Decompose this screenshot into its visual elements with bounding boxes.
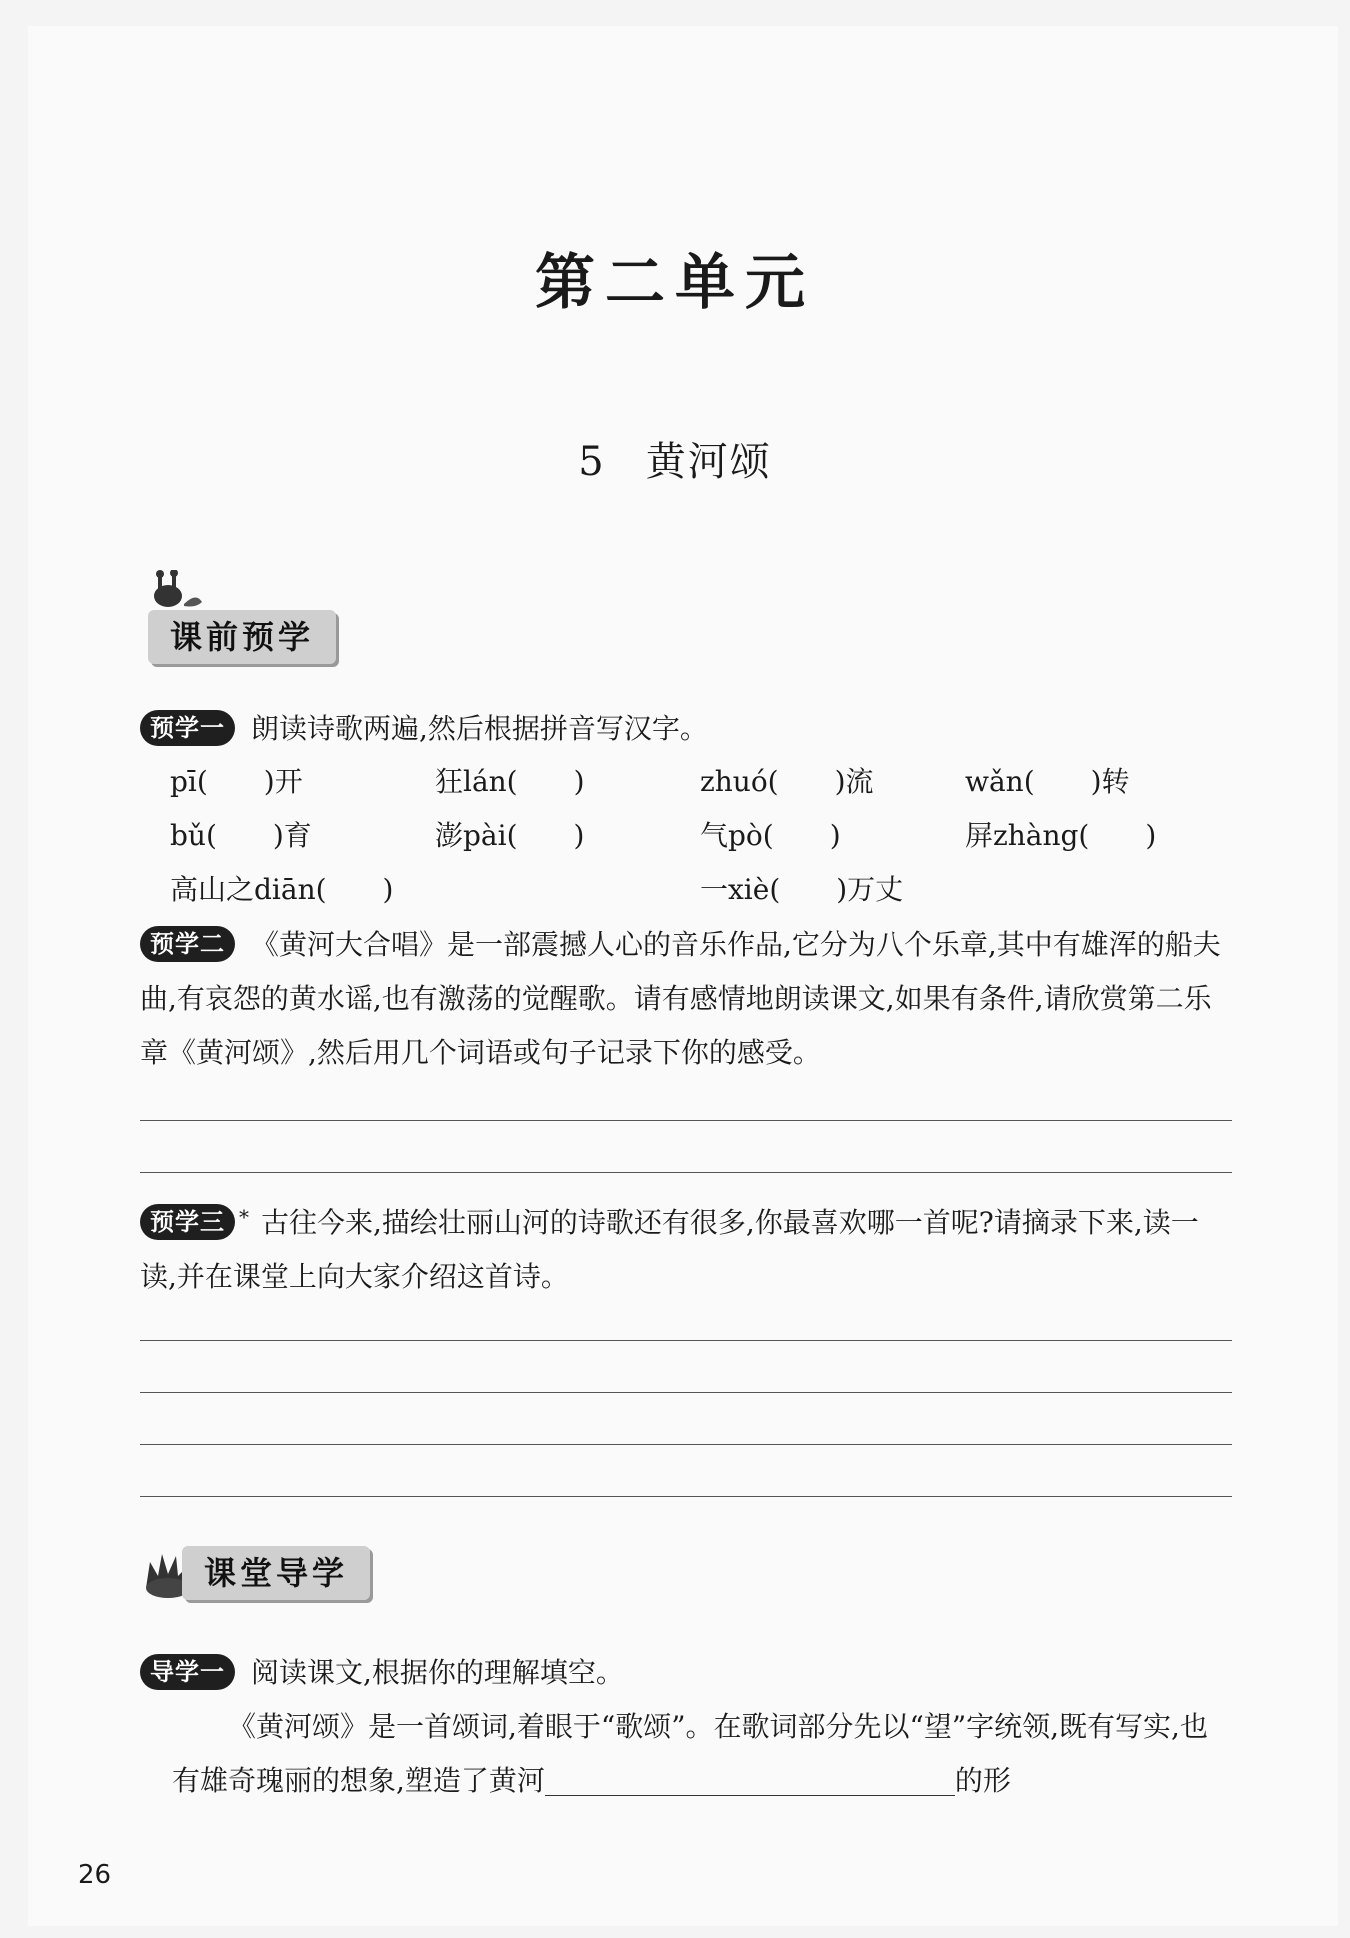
- pinyin-row-1: [170, 756, 1230, 808]
- pre-task-1-instruction: 朗读诗歌两遍,然后根据拼音写汉字。: [251, 712, 708, 745]
- section-banner-pre-study: 课前预学: [148, 610, 336, 664]
- badge-pre-1: 预学一: [140, 710, 235, 746]
- pinyin-item[interactable]: 屏zhàng( ): [965, 819, 1157, 852]
- answer-line[interactable]: [140, 1496, 1232, 1497]
- answer-line[interactable]: [140, 1172, 1232, 1173]
- guide-task-1-text: [172, 1700, 1232, 1808]
- pinyin-item[interactable]: 澎pài( ): [435, 819, 585, 852]
- pinyin-item[interactable]: bǔ( )育: [170, 819, 312, 852]
- guide-paragraph-a: 《黄河颂》是一首颂词,着眼于“歌颂”。在歌词部分先以“望”字统领,既有写实,也有雄奇瑰丽的想象,塑造了黄河: [172, 1710, 1208, 1797]
- pinyin-item[interactable]: wǎn( )转: [965, 765, 1130, 798]
- lesson-number: 5: [578, 439, 606, 485]
- badge-pre-2: 预学二: [140, 926, 235, 962]
- pinyin-item[interactable]: 气pò( ): [700, 819, 841, 852]
- guide-paragraph-b: 的形: [954, 1764, 1011, 1797]
- guide-task-1: [140, 1646, 1230, 1700]
- page-number: 26: [78, 1860, 112, 1890]
- pinyin-row-2: [170, 810, 1230, 862]
- pinyin-item[interactable]: zhuó( )流: [700, 765, 874, 798]
- pre-task-1: [140, 702, 1230, 756]
- pre-task-2: [140, 918, 1230, 1080]
- pre-task-3-text: 古往今来,描绘壮丽山河的诗歌还有很多,你最喜欢哪一首呢?请摘录下来,读一读,并在课堂上向大家介绍这首诗。: [140, 1206, 1199, 1293]
- answer-line[interactable]: [140, 1444, 1232, 1445]
- badge-guide-1: 导学一: [140, 1654, 235, 1690]
- fill-blank[interactable]: [545, 1761, 955, 1796]
- answer-line[interactable]: [140, 1120, 1232, 1121]
- badge-pre-3: 预学三: [140, 1204, 235, 1240]
- pinyin-item[interactable]: pī( )开: [170, 765, 303, 798]
- guide-task-1-instruction: 阅读课文,根据你的理解填空。: [251, 1656, 624, 1689]
- pinyin-item[interactable]: 高山之diān( ): [170, 873, 394, 906]
- unit-title: 第二单元: [535, 248, 815, 318]
- optional-star: *: [239, 1205, 249, 1229]
- pre-task-2-text: 《黄河大合唱》是一部震撼人心的音乐作品,它分为八个乐章,其中有雄浑的船夫曲,有哀怨的黄水谣,也有激荡的觉醒歌。请有感情地朗读课文,如果有条件,请欣赏第二乐章《黄河颂》,然后用几个词语或句子记录下你的感受。: [140, 928, 1221, 1069]
- pinyin-item[interactable]: 狂lán( ): [435, 765, 585, 798]
- lesson-name: 黄河颂: [645, 439, 772, 485]
- answer-line[interactable]: [140, 1392, 1232, 1393]
- pinyin-row-3: [170, 864, 1230, 916]
- section-banner-class-study: 课堂导学: [182, 1546, 370, 1600]
- pre-task-3: [140, 1190, 1230, 1304]
- pinyin-item[interactable]: 一xiè( )万丈: [700, 873, 904, 906]
- lesson-title: [0, 430, 1350, 487]
- snail-icon: [150, 570, 206, 610]
- answer-line[interactable]: [140, 1340, 1232, 1341]
